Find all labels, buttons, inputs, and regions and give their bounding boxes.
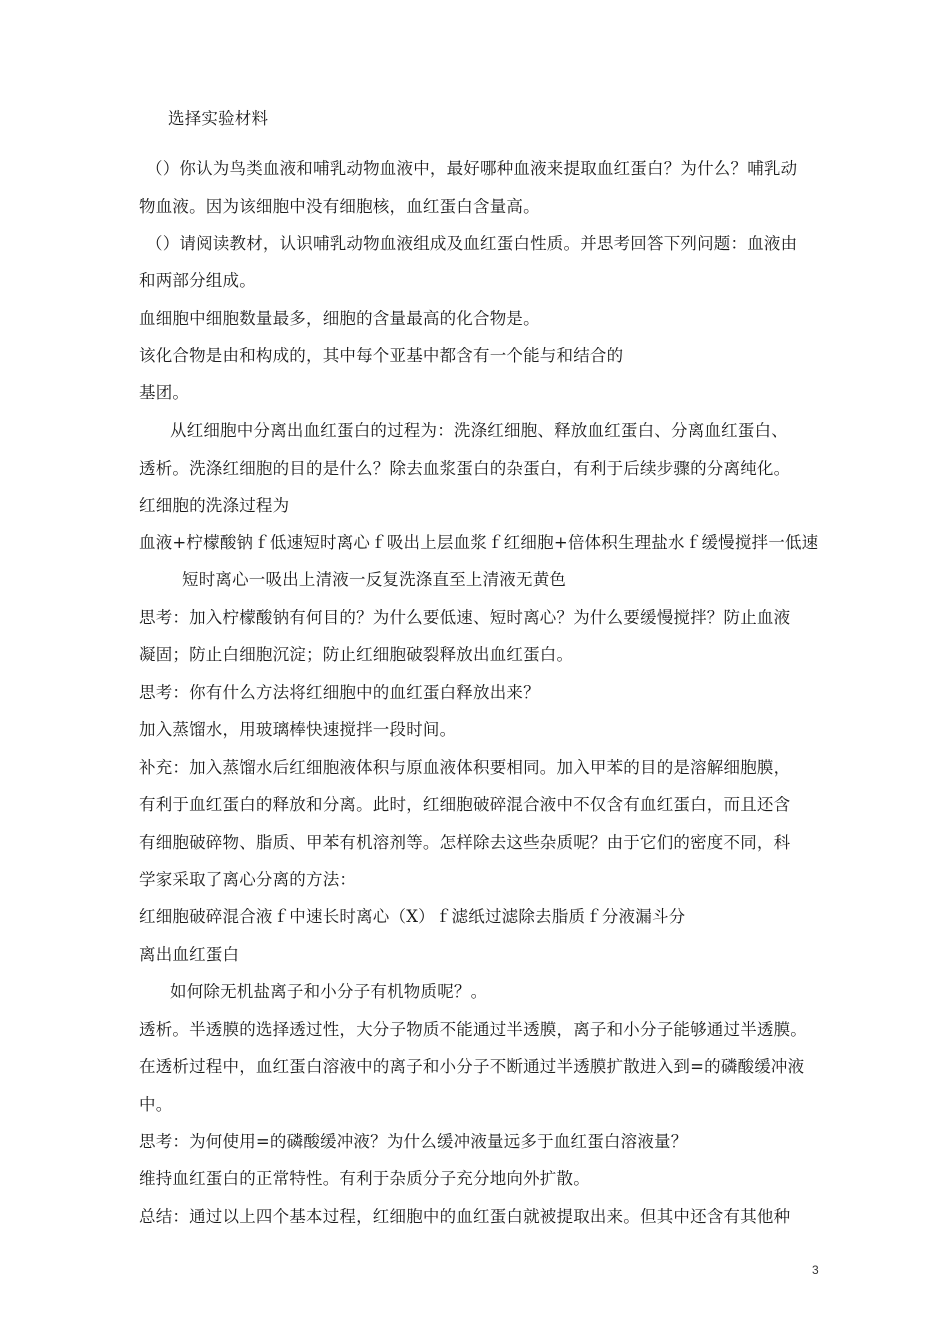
paragraph-line: 有细胞破碎物、脂质、甲苯有机溶剂等。怎样除去这些杂质呢？由于它们的密度不同，科 — [139, 833, 791, 852]
paragraph-line: 该化合物是由和构成的，其中每个亚基中都含有一个能与和结合的 — [139, 346, 624, 365]
paragraph-line: 红细胞的洗涤过程为 — [139, 496, 290, 515]
paragraph-line: 有利于血红蛋白的释放和分离。此时，红细胞破碎混合液中不仅含有血红蛋白，而且还含 — [139, 795, 791, 814]
paragraph-line: 学家采取了离心分离的方法： — [139, 870, 357, 889]
paragraph-line: 补充：加入蒸馏水后红细胞液体积与原血液体积要相同。加入甲苯的目的是溶解细胞膜， — [139, 758, 791, 777]
paragraph-line: 思考：加入柠檬酸钠有何目的？为什么要低速、短时离心？为什么要缓慢搅拌？防止血液 — [139, 608, 791, 627]
flow-line: 红细胞破碎混合液ｆ中速长时离心（X）ｆ滤纸过滤除去脂质ｆ分液漏斗分 — [139, 907, 686, 926]
paragraph-line: 中。 — [139, 1095, 173, 1114]
paragraph-line: 物血液。因为该细胞中没有细胞核，血红蛋白含量高。 — [139, 197, 540, 216]
paragraph-line: 在透析过程中，血红蛋白溶液中的离子和小分子不断通过半透膜扩散进入到=的磷酸缓冲液 — [139, 1057, 805, 1076]
paragraph-line: 透析。洗涤红细胞的目的是什么？除去血浆蛋白的杂蛋白，有利于后续步骤的分离纯化。 — [139, 459, 791, 478]
paragraph-line: 思考：为何使用=的磷酸缓冲液？为什么缓冲液量远多于血红蛋白溶液量？ — [139, 1132, 688, 1151]
paragraph-line: 维持血红蛋白的正常特性。有利于杂质分子充分地向外扩散。 — [139, 1169, 590, 1188]
paragraph-line: 思考：你有什么方法将红细胞中的血红蛋白释放出来？ — [139, 683, 540, 702]
paragraph-line: 加入蒸馏水，用玻璃棒快速搅拌一段时间。 — [139, 720, 457, 739]
paragraph-line: 基团。 — [139, 383, 190, 402]
flow-line: 血液+柠檬酸钠ｆ低速短时离心ｆ吸出上层血浆ｆ红细胞+倍体积生理盐水ｆ缓慢搅拌一低速 — [139, 533, 819, 552]
section-heading: 选择实验材料 — [168, 109, 269, 128]
paragraph-line: 总结：通过以上四个基本过程，红细胞中的血红蛋白就被提取出来。但其中还含有其他种 — [139, 1207, 791, 1226]
paragraph-line: 血细胞中细胞数量最多，细胞的含量最高的化合物是。 — [139, 309, 540, 328]
paragraph-line: 如何除无机盐离子和小分子有机物质呢？。 — [170, 982, 488, 1001]
flow-line: 离出血红蛋白 — [139, 945, 240, 964]
page-number: 3 — [812, 1263, 819, 1277]
flow-line: 短时离心一吸出上清液一反复洗涤直至上清液无黄色 — [182, 570, 567, 589]
paragraph-line: 和两部分组成。 — [139, 271, 256, 290]
paragraph-line: 凝固；防止白细胞沉淀；防止红细胞破裂释放出血红蛋白。 — [139, 645, 574, 664]
paragraph-line: 从红细胞中分离出血红蛋白的过程为：洗涤红细胞、释放血红蛋白、分离血红蛋白、 — [170, 421, 788, 440]
paragraph-line: （）你认为鸟类血液和哺乳动物血液中，最好哪种血液来提取血红蛋白？为什么？哺乳动 — [146, 159, 798, 178]
paragraph-line: 透析。半透膜的选择透过性，大分子物质不能通过半透膜，离子和小分子能够通过半透膜。 — [139, 1020, 807, 1039]
paragraph-line: （）请阅读教材，认识哺乳动物血液组成及血红蛋白性质。并思考回答下列问题：血液由 — [146, 234, 798, 253]
